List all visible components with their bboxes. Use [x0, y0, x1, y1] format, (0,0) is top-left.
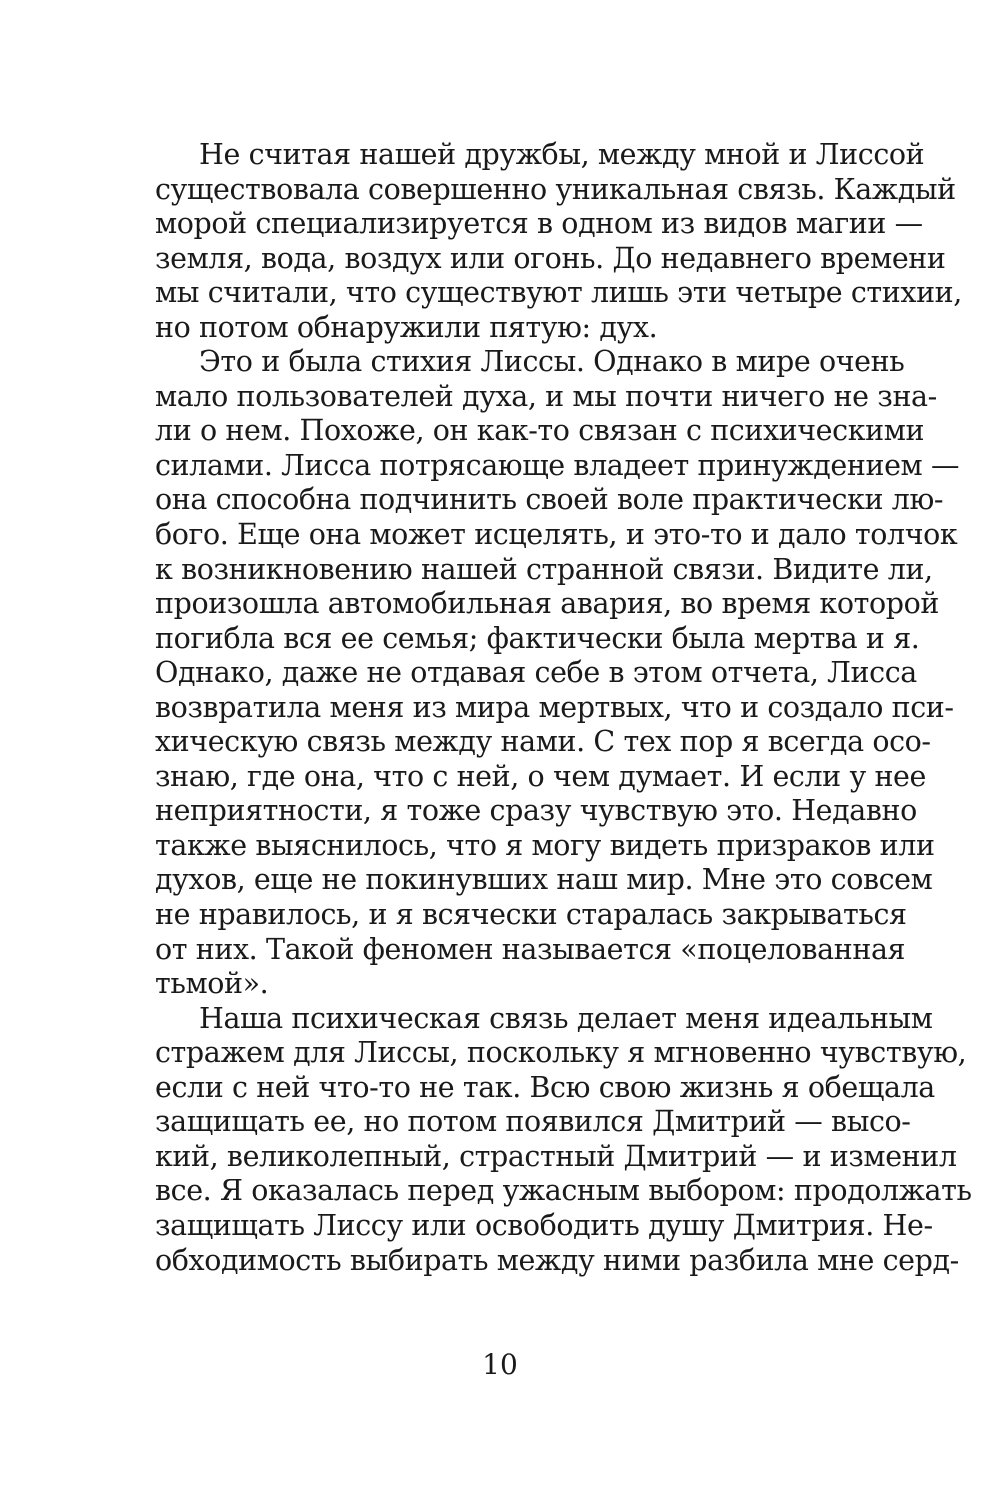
- text-line: защищать Лиссу или освободить душу Дмитрия. Не-: [155, 1208, 933, 1242]
- text-line: погибла вся ее семья; фактически была мертва и я.: [155, 621, 920, 655]
- page-number: 10: [482, 1348, 518, 1381]
- text-line: от них. Такой феномен называется «поцелованная: [155, 932, 906, 966]
- text-line: силами. Лисса потрясающе владеет принуждением —: [155, 448, 960, 482]
- text-line: все. Я оказалась перед ужасным выбором: продолжать: [155, 1174, 972, 1208]
- text-line: знаю, где она, что с ней, о чем думает. И если у нее: [155, 759, 926, 793]
- text-line: Наша психическая связь делает меня идеальным: [199, 1001, 933, 1035]
- text-line: мало пользователей духа, и мы почти ничего не зна-: [155, 379, 937, 413]
- text-line: защищать ее, но потом появился Дмитрий — высо-: [155, 1105, 911, 1139]
- text-line: кий, великолепный, страстный Дмитрий — и изменил: [155, 1139, 957, 1173]
- text-line: духов, еще не покинувших наш мир. Мне это совсем: [155, 863, 933, 897]
- page-text: [155, 138, 972, 1278]
- text-line: стражем для Лиссы, поскольку я мгновенно чувствую,: [155, 1036, 967, 1070]
- text-line: также выяснилось, что я могу видеть призраков или: [155, 828, 935, 862]
- text-line: морой специализируется в одном из видов магии —: [155, 207, 923, 241]
- text-line: ли о нем. Похоже, он как-то связан с психическими: [155, 414, 925, 448]
- text-line: к возникновению нашей странной связи. Видите ли,: [155, 552, 933, 586]
- paragraph: [155, 138, 962, 345]
- text-line: существовала совершенно уникальная связь. Каждый: [155, 172, 956, 206]
- text-line: Не считая нашей дружбы, между мной и Лиссой: [199, 138, 925, 171]
- text-line: она способна подчинить своей воле практически лю-: [155, 483, 944, 517]
- text-line: если с ней что-то не так. Всю свою жизнь я обещала: [155, 1070, 935, 1104]
- text-line: но потом обнаружили пятую: дух.: [155, 310, 658, 344]
- text-line: земля, вода, воздух или огонь. До недавнего времени: [155, 241, 946, 275]
- text-line: неприятности, я тоже сразу чувствую это. Недавно: [155, 794, 917, 828]
- text-line: Однако, даже не отдавая себе в этом отчета, Лисса: [155, 656, 917, 690]
- text-line: бого. Еще она может исцелять, и это-то и дало толчок: [155, 518, 958, 552]
- paragraph: [155, 1001, 972, 1278]
- text-line: возвратила меня из мира мертвых, что и создало пси-: [155, 690, 954, 724]
- text-line: Это и была стихия Лиссы. Однако в мире очень: [199, 345, 905, 379]
- paragraph: [155, 345, 960, 1001]
- text-line: произошла автомобильная авария, во время которой: [155, 587, 939, 621]
- text-line: не нравилось, и я всячески старалась закрываться: [155, 898, 907, 932]
- text-line: хическую связь между нами. С тех пор я всегда осо-: [155, 725, 931, 759]
- text-line: мы считали, что существуют лишь эти четыре стихии,: [155, 276, 962, 310]
- text-line: обходимость выбирать между ними разбила мне серд-: [155, 1243, 959, 1277]
- text-line: тьмой».: [155, 967, 269, 1001]
